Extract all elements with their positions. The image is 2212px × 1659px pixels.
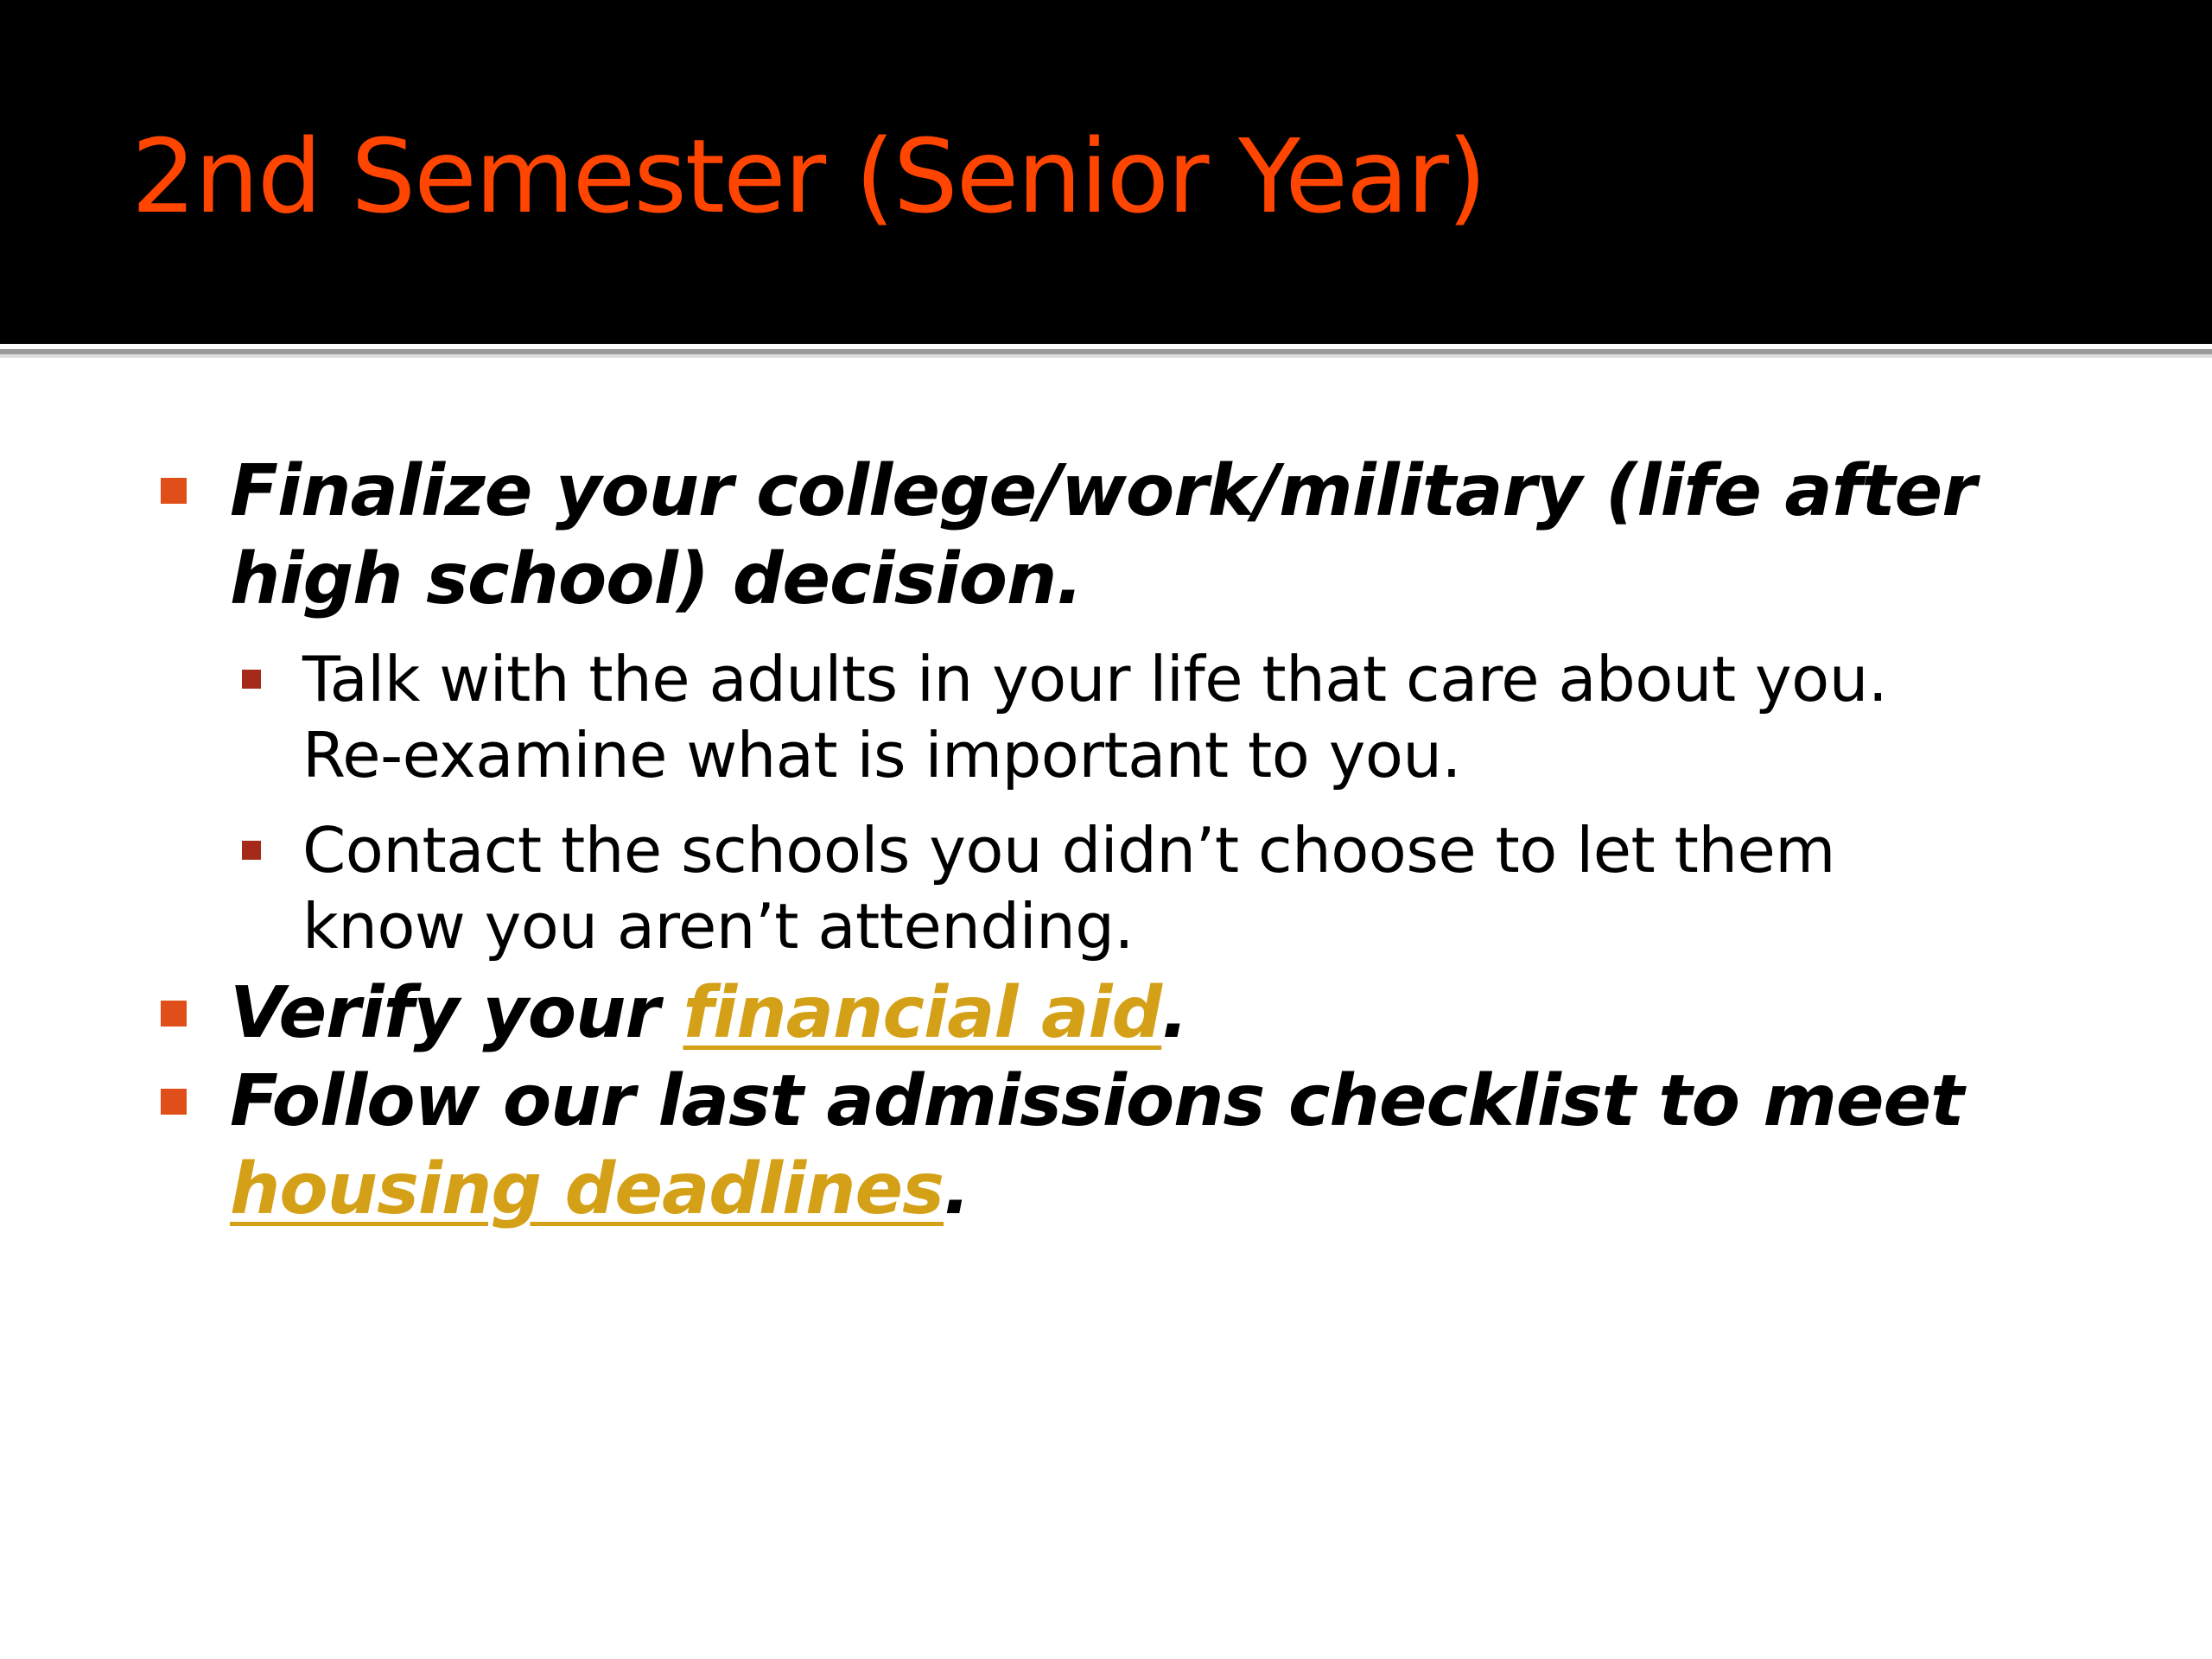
sub-bullet-square-icon: [242, 841, 261, 860]
bullet-square-icon: [161, 1089, 187, 1115]
bullet-text-line: Contact the schools you didn’t choose to let them: [302, 814, 1835, 887]
sub-bullet-contact-schools: [302, 812, 2160, 964]
bullet-square-icon: [161, 478, 187, 504]
sub-bullet-talk-adults: [302, 641, 2160, 793]
bullet-text-line: Re-examine what is important to you.: [302, 719, 1461, 791]
bullet-square-icon: [161, 1001, 187, 1027]
bullet-text-line: know you aren’t attending.: [302, 890, 1134, 963]
financial-aid-link[interactable]: financial aid: [683, 972, 1162, 1054]
slide-title: 2nd Semester (Senior Year): [131, 117, 1485, 236]
bullet-text-line: Follow our last admissions checklist to meet: [230, 1060, 1964, 1142]
bullet-punctuation: .: [1161, 972, 1188, 1054]
bullet-punctuation: .: [943, 1148, 970, 1230]
bullet-text-line: Talk with the adults in your life that care about you.: [302, 643, 1888, 715]
bullet-text-line: high school) decision.: [230, 538, 1083, 620]
bullet-text: Verify your: [230, 972, 683, 1054]
bullet-follow-checklist: [230, 1058, 2131, 1234]
bullet-finalize-decision: [230, 448, 2131, 624]
bullet-text-line: Finalize your college/work/military (life after: [230, 450, 1976, 532]
bullet-verify-financial-aid: [230, 969, 2131, 1058]
sub-bullet-square-icon: [242, 670, 261, 689]
housing-deadlines-link[interactable]: housing deadlines: [230, 1148, 944, 1230]
